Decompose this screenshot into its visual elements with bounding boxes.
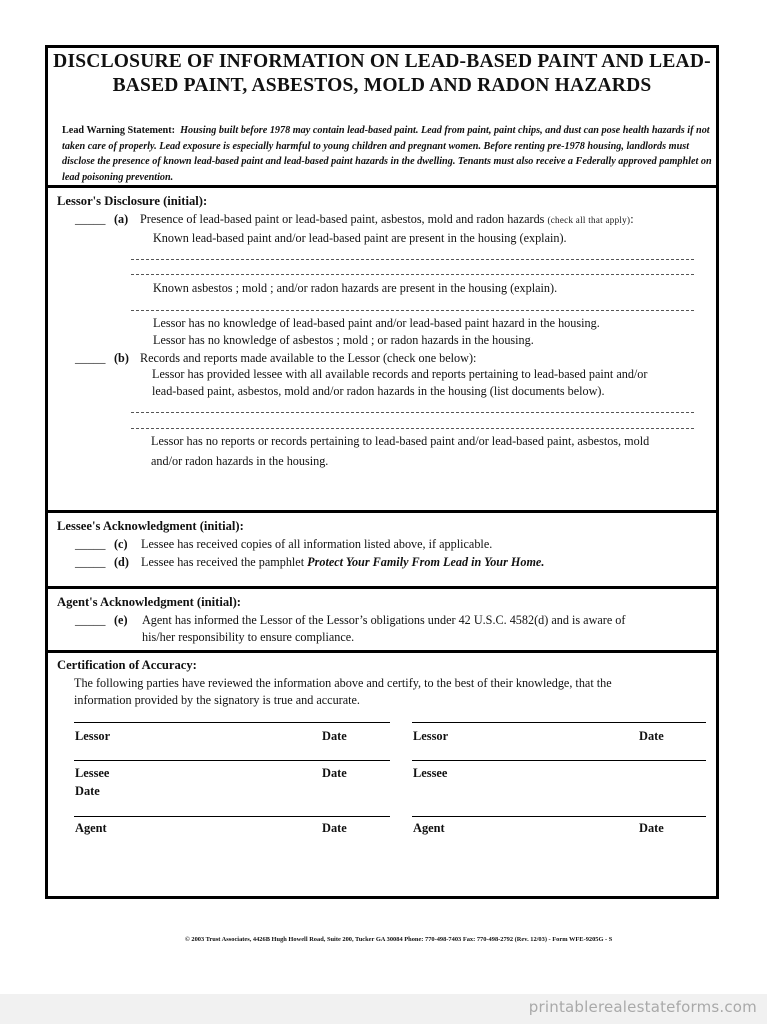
item-c-text: Lessee has received copies of all information listed above, if applicable. <box>141 537 493 551</box>
divider-agent <box>45 586 719 589</box>
option-a4[interactable]: Lessor has no knowledge of asbestos ; mold ; or radon hazards in the housing. <box>153 333 534 347</box>
item-d-text: Lessee has received the pamphlet <box>141 555 305 569</box>
divider-certification <box>45 650 719 653</box>
documents-line-1[interactable] <box>131 412 694 413</box>
agent-label-left: Agent <box>75 821 107 835</box>
warning-label: Lead Warning Statement: <box>62 125 176 136</box>
watermark: printablerealestateforms.com <box>528 998 757 1016</box>
option-b2-line1[interactable]: Lessor has no reports or records pertaining to lead-based paint and/or lead-based paint, asbestos, mold <box>151 434 650 448</box>
footer-copyright: © 2003 Trust Associates, 4426B Hugh Howell Road, Suite 200, Tucker GA 30084 Phone: 770-498-7403 Fax: 770-498-2792 (Rev. 12/03) - Form WFE-9205G - S <box>185 936 613 943</box>
date-label-6: Date <box>639 821 664 835</box>
option-b1-line2: lead-based paint, asbestos, mold and/or radon hazards in the housing (list documents below). <box>152 384 605 398</box>
item-a-note: (check all that apply) <box>547 215 631 225</box>
initial-c-field[interactable]: _____ <box>75 537 106 551</box>
certification-text-line1: The following parties have reviewed the information above and certify, to the best of their knowledge, that the <box>74 676 612 690</box>
documents-line-2[interactable] <box>131 428 694 429</box>
item-b-text: Records and reports made available to the Lessor (check one below): <box>140 351 477 365</box>
explain-line-3[interactable] <box>131 310 694 311</box>
agent-heading: Agent's Acknowledgment (initial): <box>57 595 242 609</box>
item-e-text-line1: Agent has informed the Lessor of the Lessor’s obligations under 42 U.S.C. 4582(d) and is aware of <box>142 613 626 627</box>
initial-d-field[interactable]: _____ <box>75 555 106 569</box>
item-a-colon: : <box>630 212 634 226</box>
lessor-signature-line-right[interactable] <box>412 722 706 723</box>
lessor-heading: Lessor's Disclosure (initial): <box>57 194 208 208</box>
initial-a-field[interactable]: _____ <box>75 212 106 226</box>
lessor-label-right: Lessor <box>413 729 449 743</box>
item-c-mark: (c) <box>114 537 128 551</box>
lead-warning-statement <box>62 123 712 185</box>
warning-text: Housing built before 1978 may contain lead-based paint. Lead from paint, paint chips, and dust can pose health hazards if not taken care of properly. Lead exposure is especially harmful to young children and pregnant women. Before renting pre-1978 housing, landlords must disclose the presence of known lead-based paint and lead-based paint hazards in the dwelling. Tenants must also receive a Federally approved pamphlet on lead poisoning prevention. <box>62 125 712 183</box>
item-e-mark: (e) <box>114 613 128 627</box>
option-a1[interactable]: Known lead-based paint and/or lead-based paint are present in the housing (explain). <box>153 231 567 245</box>
item-d-line <box>141 554 544 570</box>
lessee-heading: Lessee's Acknowledgment (initial): <box>57 519 244 533</box>
agent-label-right: Agent <box>413 821 445 835</box>
option-a3[interactable]: Lessor has no knowledge of lead-based paint and/or lead-based paint hazard in the housing. <box>153 316 600 330</box>
divider-lessor <box>45 185 719 188</box>
option-a2[interactable]: Known asbestos ; mold ; and/or radon hazards are present in the housing (explain). <box>153 281 558 295</box>
item-e-text-line2: his/her responsibility to ensure compliance. <box>142 630 355 644</box>
date-label-1: Date <box>322 729 347 743</box>
item-b-mark: (b) <box>114 351 129 365</box>
pamphlet-title: Protect Your Family From Lead in Your Home. <box>307 555 545 569</box>
lessor-signature-line-left[interactable] <box>74 722 390 723</box>
lessee-signature-line-right[interactable] <box>412 760 706 761</box>
item-d-mark: (d) <box>114 555 129 569</box>
date-label-2: Date <box>639 729 664 743</box>
initial-e-field[interactable]: _____ <box>75 613 106 627</box>
option-b1-line1[interactable]: Lessor has provided lessee with all available records and reports pertaining to lead-based paint and/or <box>152 367 648 381</box>
lessee-label-right: Lessee <box>413 766 448 780</box>
certification-text-line2: information provided by the signatory is true and accurate. <box>74 693 360 707</box>
date-label-3: Date <box>322 766 347 780</box>
item-a-mark: (a) <box>114 212 129 226</box>
certification-heading: Certification of Accuracy: <box>57 658 197 672</box>
explain-line-2[interactable] <box>131 274 694 275</box>
date-label-5: Date <box>322 821 347 835</box>
initial-b-field[interactable]: _____ <box>75 351 106 365</box>
agent-signature-line-right[interactable] <box>412 816 706 817</box>
date-label-4: Date <box>75 784 100 798</box>
divider-lessee <box>45 510 719 513</box>
explain-line-1[interactable] <box>131 259 694 260</box>
lessee-label-left: Lessee <box>75 766 110 780</box>
lessee-signature-line-left[interactable] <box>74 760 390 761</box>
item-a-text: Presence of lead-based paint or lead-based paint, asbestos, mold and radon hazards <box>140 212 545 226</box>
lessor-label-left: Lessor <box>75 729 111 743</box>
agent-signature-line-left[interactable] <box>74 816 390 817</box>
item-a-line <box>140 211 634 228</box>
form-title: DISCLOSURE OF INFORMATION ON LEAD-BASED PAINT AND LEAD-BASED PAINT, ASBESTOS, MOLD AND RADON HAZARDS <box>53 51 711 96</box>
option-b2-line2: and/or radon hazards in the housing. <box>151 454 329 468</box>
